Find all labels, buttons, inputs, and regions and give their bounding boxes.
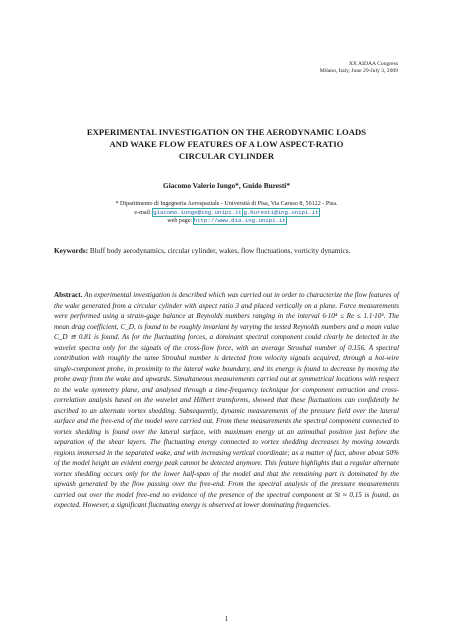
email-label: e-mail:: [134, 209, 152, 216]
abstract-label: Abstract.: [54, 291, 83, 299]
paper-title: [40, 126, 413, 162]
abstract-text: An experimental investigation is described which was carried out in order to characterize the flow features of the wake generated from a circular cylinder with aspect ratio 3 and placed vertically on a plane. Force measurements were performed using a strain-gage balance at Reynolds numbers ranging in the interval 6·10⁴ ≤ Re ≤ 1.1·10⁵. The mean drag coefficient, C_D, is found to be roughly invariant by varying the tested Reynolds numbers and a mean value C_D ≅ 0.81 is found. As for the fluctuating forces, a dominant spectral component could clearly be detected in the wavelet spectra only for the signals of the cross-flow force, with an average Strouhal number of 0.156. A spectral contribution with roughly the same Strouhal number is detected from velocity signals acquired, through a hot-wire single-component probe, in proximity to the lateral wake boundary, and its energy is found to decrease by moving the probe away from the wake and upwards. Simultaneous measurements carried out at symmetrical locations with respect to the wake symmetry plane, and analysed through a time-frequency technique for component extraction and cross-correlation analysis based on the wavelet and Hilbert transforms, showed that these fluctuations can confidently be ascribed to an alternate vortex shedding. Subsequently, dynamic measurements of the pressure field over the lateral surface and the free-end of the model were carried out. From these measurements the spectral component connected to vortex shedding is found over the lateral surface, with maximum energy at an azimuthal position just before the separation of the shear layers. The fluctuating energy connected to vortex shedding decreases by moving towards regions immersed in the separated wake, and with increasing vertical coordinate; as a matter of fact, above about 50% of the model height an evident energy peak cannot be detected anymore. This feature highlights that a regular alternate vortex shedding occurs only for the lower half-span of the model and that the remaining part is dominated by the upwash generated by the flow passing over the free-end. From the spectral analysis of the pressure measurements carried out over the model free-end no evidence of the presence of the spectral component at St ≈ 0.15 is found, as expected. However, a significant fluctuating energy is observed at lower dominating frequencies.: [54, 291, 399, 509]
conference-date-location: Milano, Italy, June 29-July 3, 2009: [319, 68, 398, 74]
keywords-section: [54, 246, 399, 256]
abstract-section: [54, 290, 399, 511]
affiliation-block: [40, 200, 413, 226]
web-label: web page:: [167, 218, 193, 224]
affiliation-address: * Dipartimento di Ingegneria Aerospaziale - Università di Pisa, Via Caruso 8, 56122 - Pisa.: [115, 201, 338, 207]
title-line-1: EXPERIMENTAL INVESTIGATION ON THE AERODYNAMIC LOADS: [86, 127, 367, 137]
keywords-text: Bluff body aerodynamics, circular cylinder, wakes, flow fluctuations, vorticity dynamics.: [89, 246, 351, 255]
email-link-iungo[interactable]: giacomo.iungo@ing.unipi.it: [153, 208, 242, 216]
conference-header: [320, 61, 398, 75]
title-line-3: CIRCULAR CYLINDER: [178, 151, 275, 161]
web-line: [40, 217, 413, 226]
web-page-link[interactable]: http://www.dia.ing.unipi.it: [193, 217, 286, 224]
keywords-label: Keywords:: [54, 246, 89, 255]
title-line-2: AND WAKE FLOW FEATURES OF A LOW ASPECT-RATIO: [109, 139, 344, 149]
conference-name: XX AIDAA Congress: [348, 61, 398, 67]
email-separator: ,: [241, 209, 244, 216]
email-line: [40, 209, 413, 218]
author-list: Giacomo Valerio Iungo*, Guido Buresti*: [163, 181, 290, 190]
email-link-buresti[interactable]: g.buresti@ing.unipi.it: [243, 208, 319, 216]
page-number: 1: [224, 614, 229, 623]
